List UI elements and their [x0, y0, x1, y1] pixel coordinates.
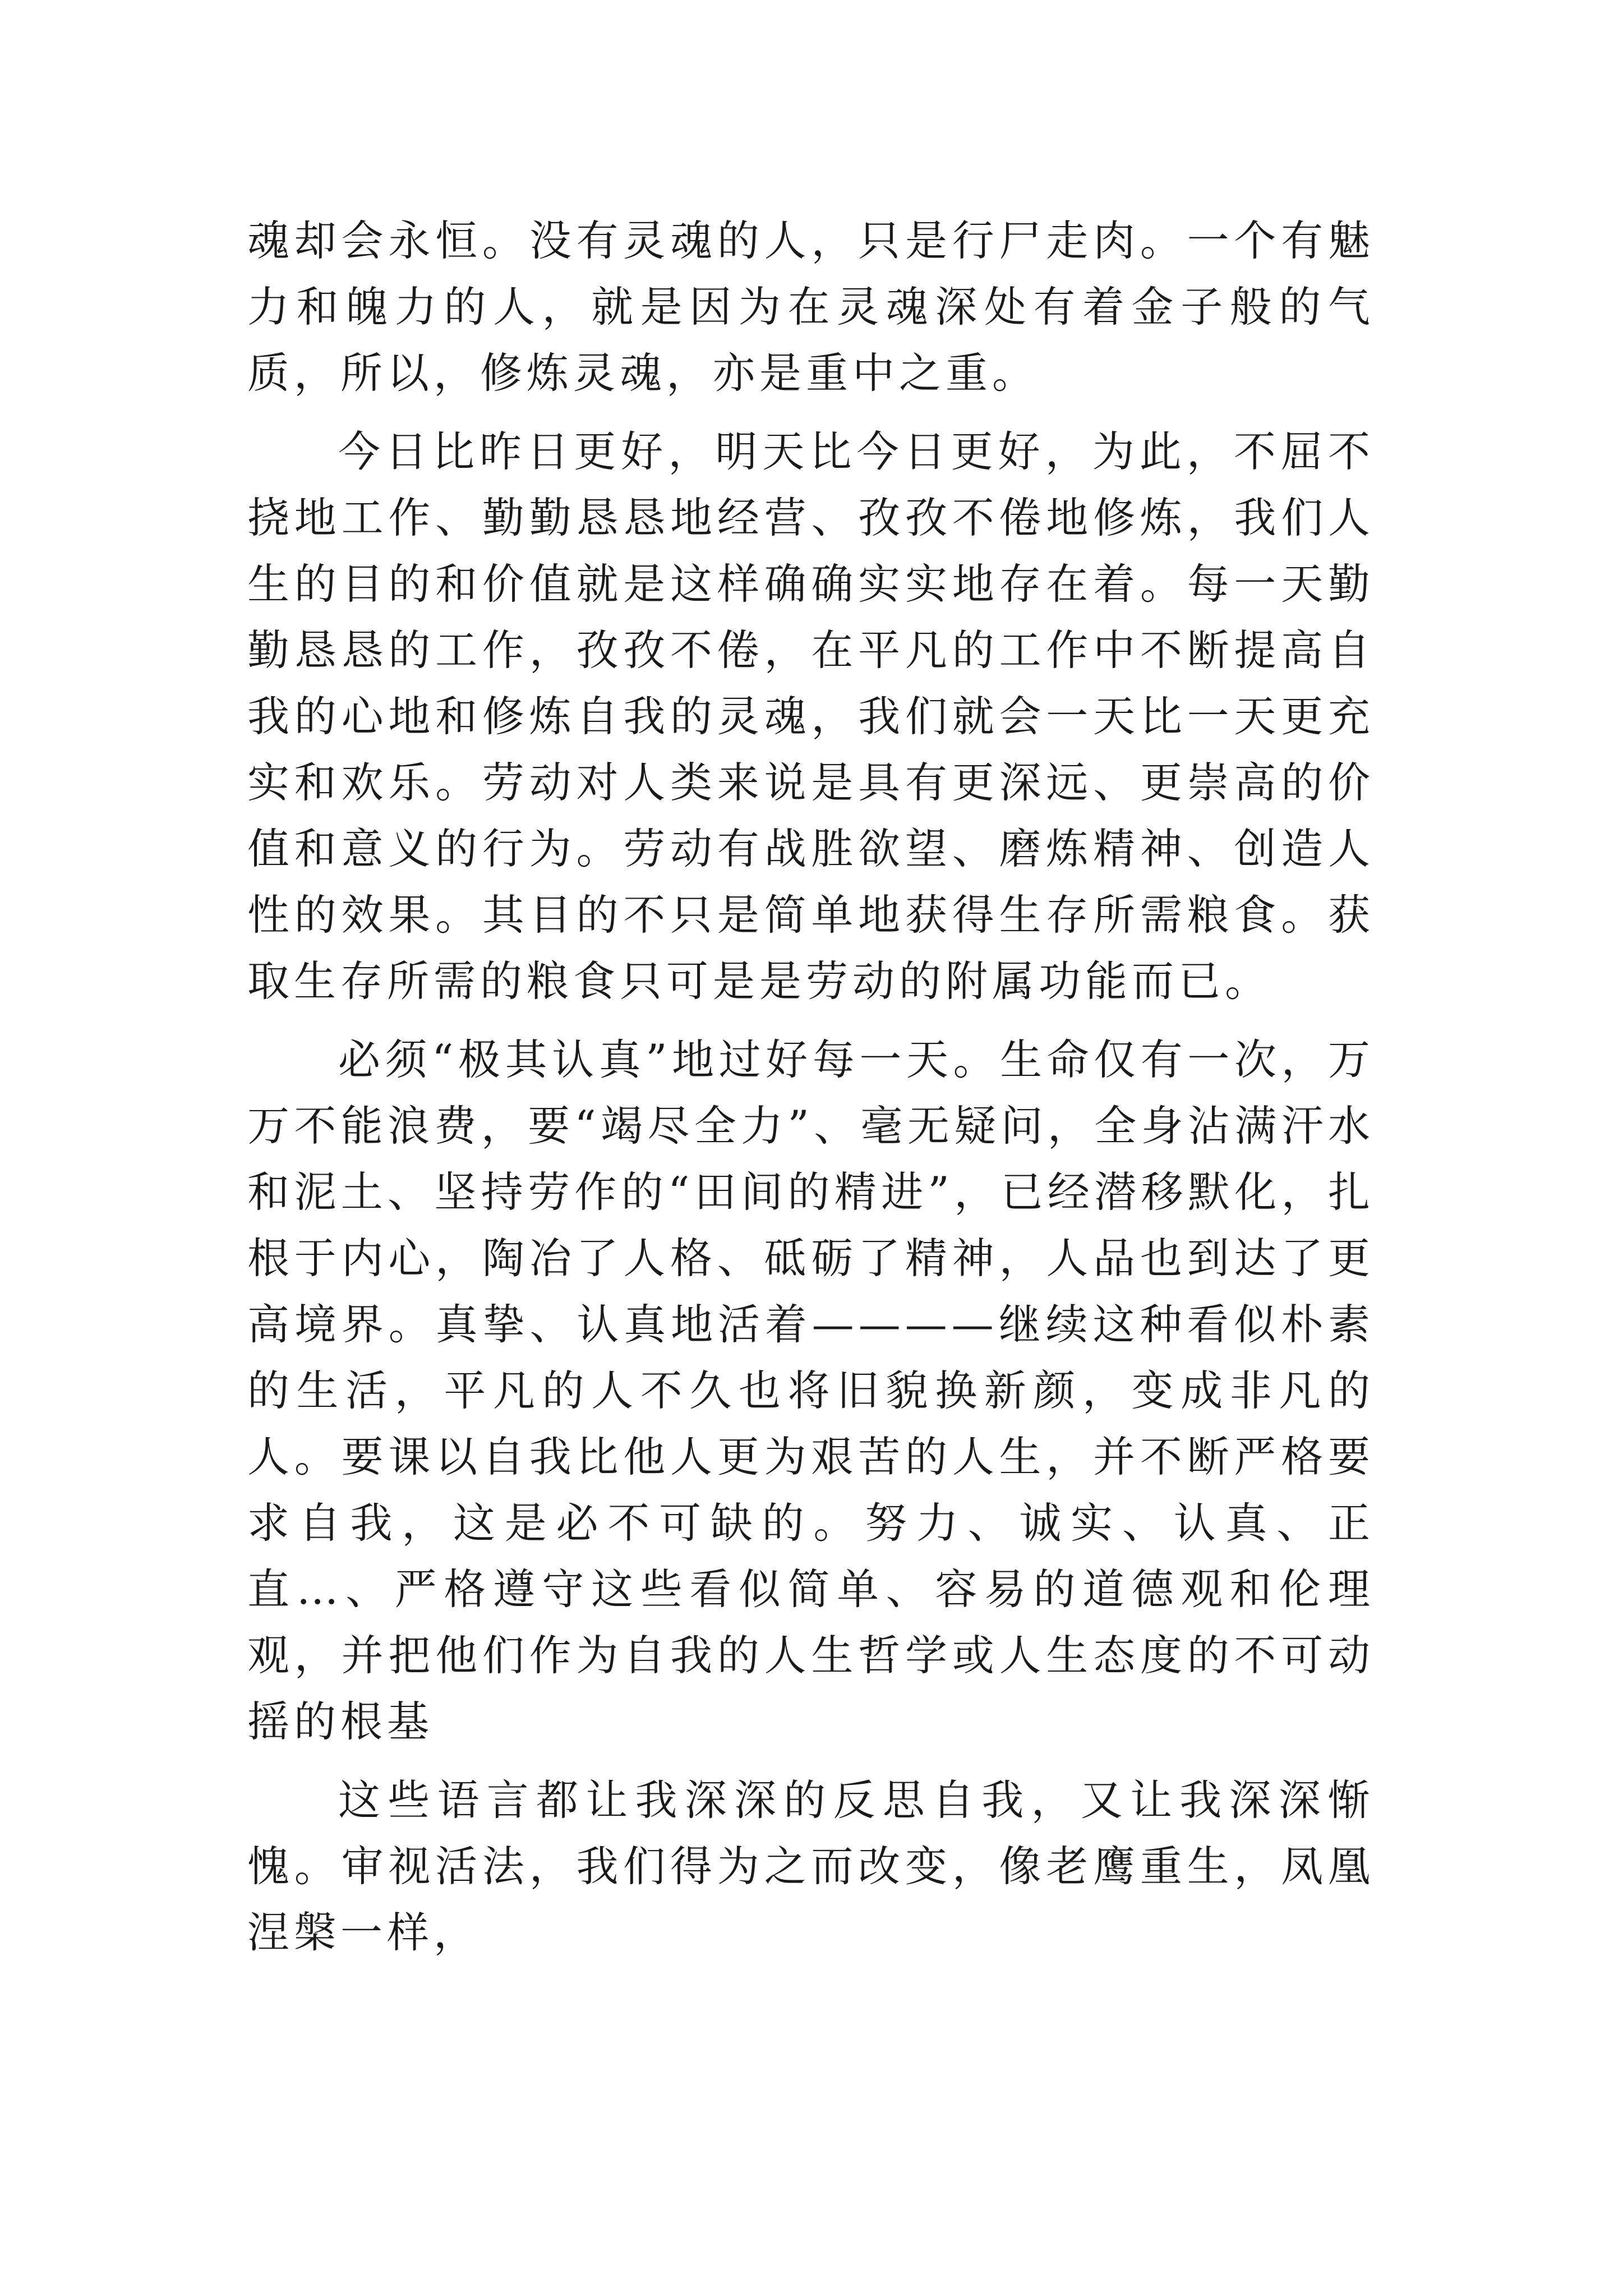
- paragraph-1: 魂却会永恒。没有灵魂的人，只是行尸走肉。一个有魅力和魄力的人，就是因为在灵魂深处有着金子般的气质，所以，修炼灵魂，亦是重中之重。: [247, 216, 1375, 398]
- paragraph-4: 这些语言都让我深深的反思自我，又让我深深惭愧。审视活法，我们得为之而改变，像老鹰重生，凤凰涅槃一样，: [247, 1775, 1375, 1957]
- paragraph-3: 必须“极其认真”地过好每一天。生命仅有一次，万万不能浪费，要“竭尽全力”、毫无疑问，全身沾满汗水和泥土、坚持劳作的“田间的精进”，已经潜移默化，扎根于内心，陶冶了人格、砥砺了精神，人品也到达了更高境界。真挚、认真地活着————继续这种看似朴素的生活，平凡的人不久也将旧貌换新颜，变成非凡的人。要课以自我比他人更为艰苦的人生，并不断严格要求自我，这是必不可缺的。努力、诚实、认真、正直…、严格遵守这些看似简单、容易的道德观和伦理观，并把他们作为自我的人生哲学或人生态度的不可动摇的根基: [247, 1035, 1375, 1746]
- body-text: [247, 208, 1375, 1978]
- paragraph-2: 今日比昨日更好，明天比今日更好，为此，不屈不挠地工作、勤勤恳恳地经营、孜孜不倦地修炼，我们人生的目的和价值就是这样确确实实地存在着。每一天勤勤恳恳的工作，孜孜不倦，在平凡的工作中不断提高自我的心地和修炼自我的灵魂，我们就会一天比一天更充实和欢乐。劳动对人类来说是具有更深远、更崇高的价值和意义的行为。劳动有战胜欲望、磨炼精神、创造人性的效果。其目的不只是简单地获得生存所需粮食。获取生存所需的粮食只可是是劳动的附属功能而已。: [247, 427, 1375, 1006]
